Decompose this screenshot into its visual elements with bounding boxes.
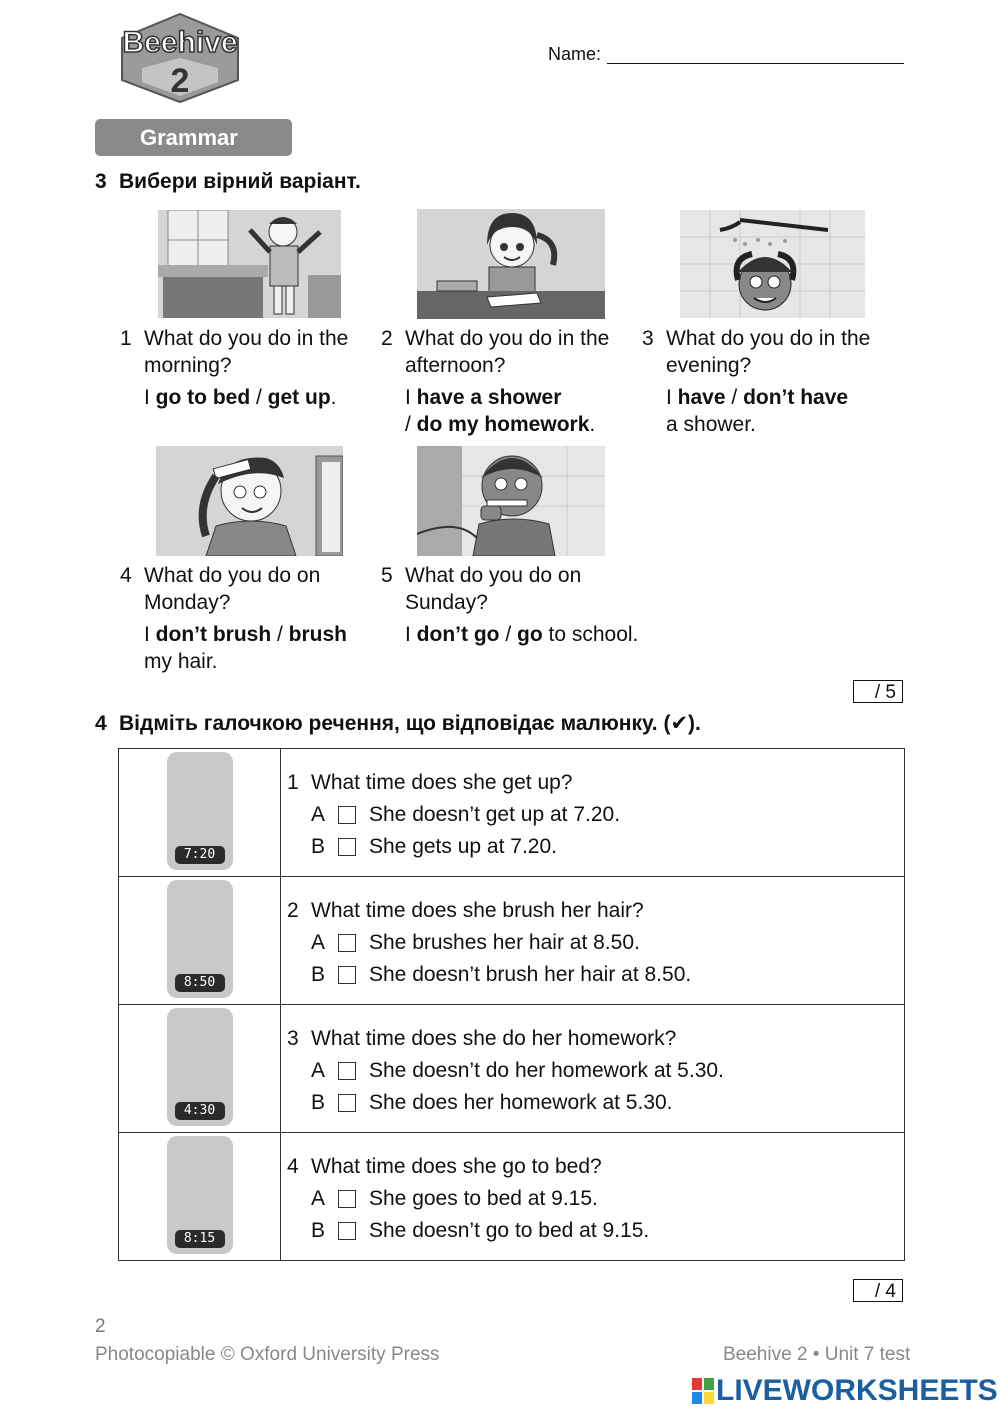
answer-choice[interactable]: I don’t go / go to school. (405, 623, 639, 646)
exercise3-item-5: 5 What do you do on Sunday? I don’t go / go to school. (381, 564, 639, 646)
exercise3-heading (95, 170, 361, 194)
picture-girl-brushing-hair (167, 880, 233, 998)
question-text: What time does she do her homework? (311, 1027, 677, 1050)
question-text: What time does she get up? (311, 771, 573, 794)
table-row: 8:15 4 What time does she go to bed? A She goes to bed at 9.15. B She doesn’t go to bed at 9.15. (119, 1133, 905, 1261)
option-a-text: She doesn’t get up at 7.20. (369, 803, 621, 826)
exercise3-item-4: 4 What do you do on Monday? I don’t brush / brush my hair. (120, 564, 348, 673)
exercise3-item-1: 1 What do you do in the morning? I go to bed / get up. (120, 327, 349, 409)
copyright-text: Photocopiable © Oxford University Press (95, 1344, 440, 1365)
exercise4-number: 4 (95, 712, 107, 735)
test-name: Beehive 2 • Unit 7 test (723, 1344, 911, 1365)
picture-girl-homework (417, 209, 605, 319)
picture-boy-brushing-teeth (417, 446, 605, 556)
question-text: What time does she brush her hair? (311, 899, 644, 922)
brand-text: LIVEWORKSHEETS (716, 1374, 998, 1407)
picture-girl-going-to-bed (167, 1136, 233, 1254)
picture-cell (119, 1133, 281, 1261)
option-a-text: She brushes her hair at 8.50. (369, 931, 640, 954)
page-number: 2 (95, 1316, 106, 1337)
clock-display: 4:30 (175, 1102, 225, 1120)
answer-choice[interactable]: I go to bed / get up. (144, 386, 337, 409)
svg-text:Beehive: Beehive (122, 26, 238, 59)
svg-text:2: 2 (170, 62, 190, 100)
name-label: Name: (548, 44, 602, 64)
table-row: 8:50 2 What time does she brush her hair? A She brushes her hair at 8.50. B She doesn’t brush her hair at 8.50. (119, 877, 905, 1005)
picture-cell (119, 749, 281, 877)
checkbox-option-a[interactable] (338, 934, 356, 952)
exercise3-number: 3 (95, 170, 107, 193)
liveworksheets-icon (692, 1378, 714, 1404)
checkbox-option-b[interactable] (338, 1094, 356, 1112)
exercise4-instruction: Відміть галочкою речення, що відповідає малюнку. (✔). (119, 712, 701, 735)
checkbox-option-a[interactable] (338, 1062, 356, 1080)
clock-display: 8:15 (175, 1230, 225, 1248)
exercise3-score-box: / 5 (853, 680, 903, 703)
exercise3-item-2: 2 What do you do in the afternoon? I have a shower / do my homework. (381, 327, 610, 436)
picture-boy-waking-up (158, 210, 341, 318)
checkbox-option-a[interactable] (338, 1190, 356, 1208)
table-row: 7:20 1 What time does she get up? A She doesn’t get up at 7.20. B She gets up at 7.20. (119, 749, 905, 877)
checkbox-option-a[interactable] (338, 806, 356, 824)
clock-display: 7:20 (175, 846, 225, 864)
clock-display: 8:50 (175, 974, 225, 992)
picture-cell (119, 877, 281, 1005)
exercise4-score-box: / 4 (853, 1279, 903, 1302)
option-b-text: She doesn’t brush her hair at 8.50. (369, 963, 692, 986)
picture-cell (119, 1005, 281, 1133)
table-row: 4:30 3 What time does she do her homework? A She doesn’t do her homework at 5.30. B She does her homework at 5.30. (119, 1005, 905, 1133)
answer-choice[interactable]: I have / don’t have a shower. (666, 386, 849, 436)
liveworksheets-brand (692, 1374, 998, 1408)
beehive-logo (110, 10, 250, 105)
picture-girl-homework (167, 1008, 233, 1126)
checkbox-option-b[interactable] (338, 838, 356, 856)
picture-girl-getting-up (167, 752, 233, 870)
picture-boy-shower (680, 210, 865, 318)
exercise4-heading (95, 711, 701, 736)
option-a-text: She goes to bed at 9.15. (369, 1187, 598, 1210)
exercise3-item-3: 3 What do you do in the evening? I have / don’t have a shower. (642, 327, 871, 436)
question-text: What time does she go to bed? (311, 1155, 602, 1178)
option-a-text: She doesn’t do her homework at 5.30. (369, 1059, 724, 1082)
option-b-text: She gets up at 7.20. (369, 835, 557, 858)
checkbox-option-b[interactable] (338, 966, 356, 984)
checkbox-option-b[interactable] (338, 1222, 356, 1240)
name-input-line[interactable] (607, 63, 904, 64)
section-title: Grammar (95, 119, 292, 156)
answer-choice[interactable]: I have a shower / do my homework. (405, 386, 596, 436)
option-b-text: She doesn’t go to bed at 9.15. (369, 1219, 650, 1242)
picture-boy-brushing-hair (156, 446, 343, 556)
answer-choice[interactable]: I don’t brush / brush my hair. (144, 623, 348, 673)
exercise4-table (118, 748, 905, 1261)
option-b-text: She does her homework at 5.30. (369, 1091, 673, 1114)
exercise3-instruction: Вибери вірний варіант. (119, 170, 361, 193)
